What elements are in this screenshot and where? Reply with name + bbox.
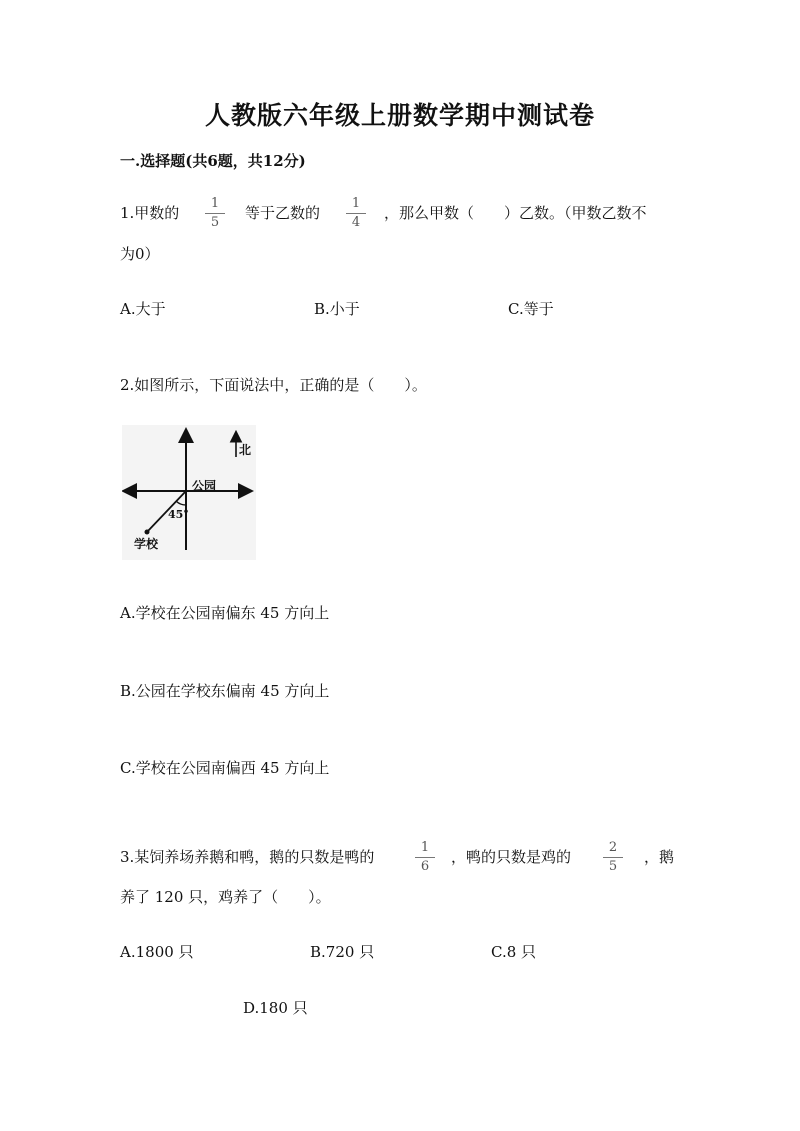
q3-fraction-1 [415, 840, 435, 875]
q3-text-part3: ，鹅 [644, 848, 675, 866]
q2-option-b[interactable]: B.公园在学校东偏南 45 方向上 [120, 682, 330, 700]
q1-text-part3: ，那么甲数（ ）乙数。（甲数乙数不 [384, 204, 647, 222]
q3-frac2-numerator: 2 [603, 840, 623, 858]
school-label: 学校 [134, 537, 159, 551]
direction-diagram [122, 425, 256, 560]
q1-text-part2: 等于乙数的 [245, 204, 321, 222]
q1-text-part1: 1.甲数的 [120, 204, 180, 222]
q3-text-line2: 养了 120 只，鸡养了（ ）。 [120, 888, 331, 906]
angle-arc [176, 501, 186, 505]
q1-fraction-1 [205, 196, 225, 231]
q3-text-part1: 3.某饲养场养鹅和鸭，鹅的只数是鸭的 [120, 848, 375, 866]
q1-text-line2: 为0） [120, 245, 160, 263]
q1-option-b[interactable]: B.小于 [314, 300, 360, 318]
q1-frac2-denominator: 4 [351, 215, 361, 230]
q2-option-c[interactable]: C.学校在公园南偏西 45 方向上 [120, 759, 330, 777]
section-heading: 一.选择题(共6题，共12分) [120, 152, 306, 170]
q3-frac1-numerator: 1 [415, 840, 435, 858]
q3-option-d[interactable]: D.180 只 [243, 999, 308, 1017]
q3-frac1-denominator: 6 [420, 859, 430, 874]
q1-option-c[interactable]: C.等于 [508, 300, 554, 318]
page-title: 人教版六年级上册数学期中测试卷 [204, 101, 595, 130]
school-point [145, 530, 150, 535]
q3-option-c[interactable]: C.8 只 [491, 943, 537, 961]
q3-frac2-denominator: 5 [608, 859, 618, 874]
q2-stem: 2.如图所示，下面说法中，正确的是（ ）。 [120, 376, 427, 394]
angle-label: 45° [168, 508, 189, 521]
q1-frac2-numerator: 1 [346, 196, 366, 214]
q1-fraction-2 [346, 196, 366, 231]
q1-frac1-numerator: 1 [205, 196, 225, 214]
q3-fraction-2 [603, 840, 623, 875]
q1-option-a[interactable]: A.大于 [120, 300, 166, 318]
q3-option-b[interactable]: B.720 只 [310, 943, 375, 961]
park-label: 公园 [192, 479, 217, 493]
north-label: 北 [239, 443, 252, 457]
q3-text-part2: ，鸭的只数是鸡的 [451, 848, 572, 866]
q3-option-a[interactable]: A.1800 只 [120, 943, 194, 961]
q1-frac1-denominator: 5 [210, 215, 220, 230]
q2-option-a[interactable]: A.学校在公园南偏东 45 方向上 [120, 604, 330, 622]
